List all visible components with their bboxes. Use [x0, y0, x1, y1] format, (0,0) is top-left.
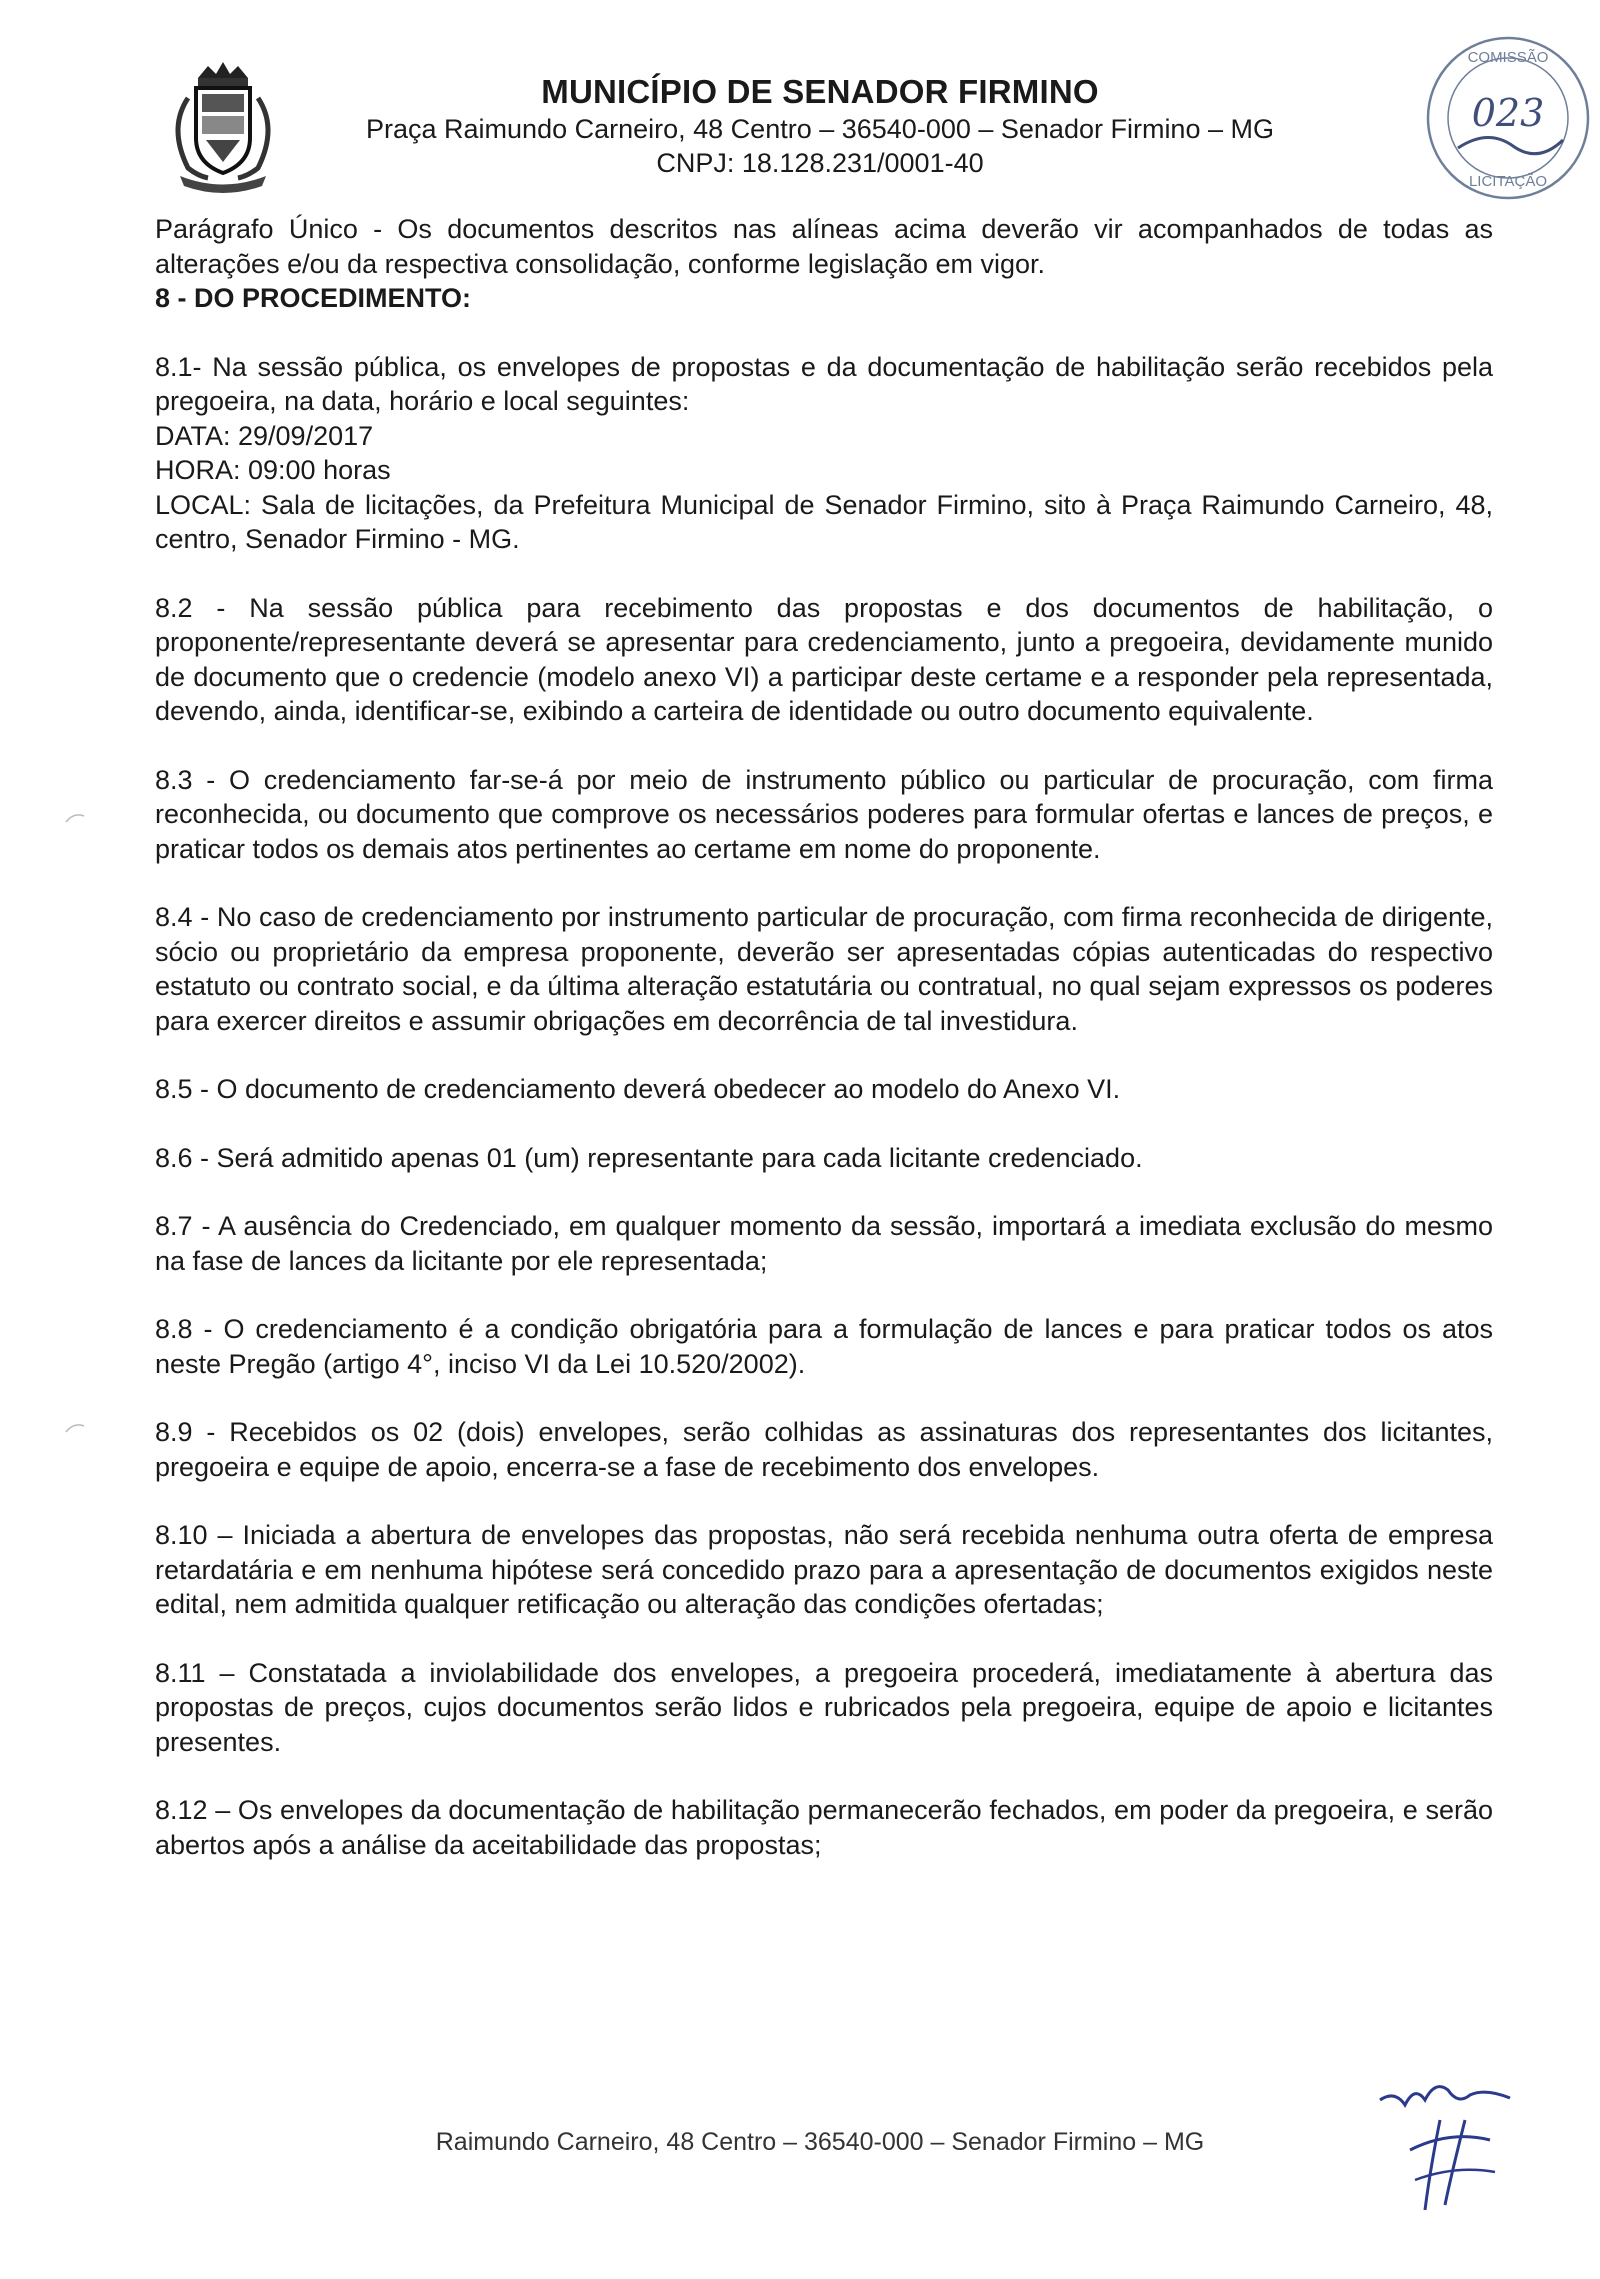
paragrafo-unico: Parágrafo Único - Os documentos descritos nas alíneas acima deverão vir acompanhados de todas as alterações e/ou da respectiva consolidação, conforme legislação em vigor.	[155, 214, 1493, 279]
stamp-top-text: COMISSÃO	[1467, 49, 1549, 66]
clause-8-1	[155, 350, 1493, 557]
clause-8-2: 8.2 - Na sessão pública para recebimento das propostas e dos documentos de habilitação, o proponente/representante deverá se apresentar para credenciamento, junto a pregoeira, devidamente munido de documento que o credencie (modelo anexo VI) a participar deste certame e a responder pela representada, devendo, ainda, identificar-se, exibindo a carteira de identidade ou outro documento equivalente.	[155, 592, 1493, 726]
clause-8-1-date: DATA: 29/09/2017	[155, 420, 374, 451]
municipal-crest-icon	[158, 58, 288, 198]
margin-mark-icon	[64, 1420, 86, 1434]
clause-8-10: 8.10 – Iniciada a abertura de envelopes das propostas, não será recebida nenhuma outra oferta de empresa retardatária e em nenhuma hipótese será concedido prazo para a apresentação de documentos exigidos neste edital, nem admitida qualquer retificação ou alteração das condições ofertadas;	[155, 1520, 1493, 1619]
clause-8-9: 8.9 - Recebidos os 02 (dois) envelopes, serão colhidas as assinaturas dos representantes dos licitantes, pregoeira e equipe de apoio, encerra-se a fase de recebimento dos envelopes.	[155, 1417, 1493, 1482]
clause-8-4: 8.4 - No caso de credenciamento por instrumento particular de procuração, com firma reconhecida de dirigente, sócio ou proprietário da empresa proponente, deverão ser apresentadas cópias autenticadas do respectivo estatuto ou contrato social, e da última alteração estatutária ou contratual, no qual sejam expressos os poderes para exercer direitos e assumir obrigações em decorrência de tal investidura.	[155, 902, 1493, 1036]
section-title: 8 - DO PROCEDIMENTO:	[155, 283, 472, 313]
stamp-number: 023	[1471, 91, 1545, 135]
margin-mark-icon	[64, 810, 86, 824]
clause-8-5: 8.5 - O documento de credenciamento deverá obedecer ao modelo do Anexo VI.	[155, 1074, 1121, 1104]
clause-8-7: 8.7 - A ausência do Credenciado, em qualquer momento da sessão, importará a imediata exclusão do mesmo na fase de lances da licitante por ele representada;	[155, 1211, 1493, 1276]
clause-8-1-intro: 8.1- Na sessão pública, os envelopes de propostas e da documentação de habilitação serão recebidos pela pregoeira, na data, horário e local seguintes:	[155, 351, 1493, 416]
stamp-bottom-text: LICITAÇÃO	[1468, 173, 1548, 190]
municipality-address: Praça Raimundo Carneiro, 48 Centro – 36540-000 – Senador Firmino – MG	[366, 114, 1274, 144]
commission-stamp-icon	[1418, 28, 1598, 208]
clause-8-11: 8.11 – Constatada a inviolabilidade dos envelopes, a pregoeira procederá, imediatamente à abertura das propostas de preços, cujos documentos serão lidos e rubricados pela pregoeira, equipe de apoio e licitantes presentes.	[155, 1657, 1493, 1757]
page-footer: Raimundo Carneiro, 48 Centro – 36540-000 – Senador Firmino – MG	[435, 2128, 1205, 2156]
letterhead	[300, 72, 1340, 180]
clause-8-8: 8.8 - O credenciamento é a condição obrigatória para a formulação de lances e para praticar todos os atos neste Pregão (artigo 4°, inciso VI da Lei 10.520/2002).	[155, 1314, 1493, 1379]
clause-8-3: 8.3 - O credenciamento far-se-á por meio de instrumento público ou particular de procuração, com firma reconhecida, ou documento que comprove os necessários poderes para formular ofertas e lances de preços, e praticar todos os demais atos pertinentes ao certame em nome do proponente.	[155, 764, 1493, 864]
clause-8-1-location: LOCAL: Sala de licitações, da Prefeitura Municipal de Senador Firmino, sito à Praça Raimundo Carneiro, 48, centro, Senador Firmino - MG.	[155, 489, 1493, 554]
municipality-title: MUNICÍPIO DE SENADOR FIRMINO	[541, 73, 1099, 110]
municipality-cnpj: CNPJ: 18.128.231/0001-40	[656, 148, 984, 178]
clause-8-12: 8.12 – Os envelopes da documentação de habilitação permanecerão fechados, em poder da pregoeira, e serão abertos após a análise da aceitabilidade das propostas;	[155, 1795, 1493, 1860]
document-body	[155, 212, 1493, 1862]
clause-8-6: 8.6 - Será admitido apenas 01 (um) representante para cada licitante credenciado.	[155, 1142, 1143, 1173]
clause-8-1-time: HORA: 09:00 horas	[155, 455, 391, 485]
handwritten-signature-icon	[1370, 2060, 1530, 2220]
